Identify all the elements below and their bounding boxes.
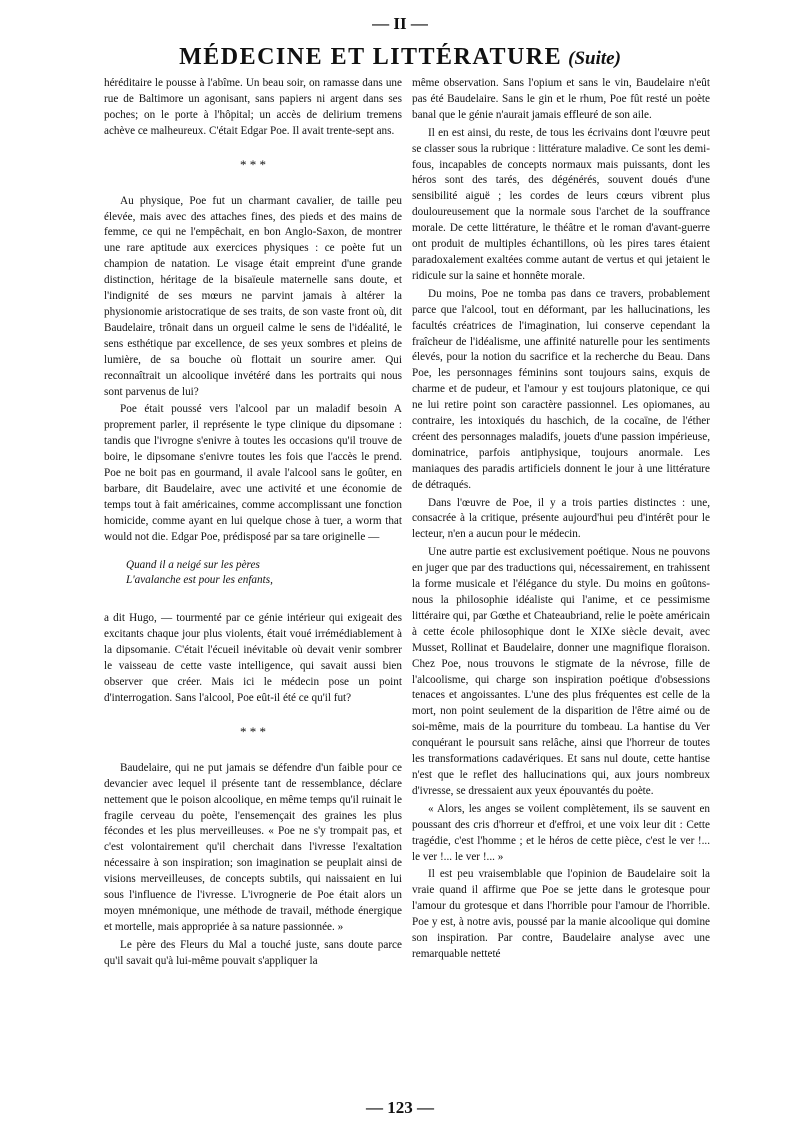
paragraph: a dit Hugo, — tourmenté par ce génie intérieur qui exigeait des excitants chaque jour plus violents, était voué irrémédiablement à la dipsomanie. C'était l'écueil inévitable où devait venir sombrer le vaisseau de cette vaste intelligence, qui savait aussi bien observer que créer. Mais ici le médecin pose un point d'interrogation. Sans l'alcool, Poe eût-il été ce qu'il fut? [104,612,402,704]
paragraph: Du moins, Poe ne tomba pas dans ce travers, probablement parce que l'alcool, tout en déformant, par les hallucinations, les facultés créatrices de l'imagination, lui conserve cependant la fraîcheur de l'idéalisme, une affinité naturelle pour les sentiments élevés, pour la notion du sacrifice et la recherche du Beau. Dans Poe, les personnages féminins sont toujours sains, exquis de charme et de pudeur, et l'amour y est toujours platonique, ce qui ne lui retire point son caractère passionnel. Les opiomanes, au contraire, les intoxiqués du haschich, de la cocaïne, de l'éther créent des personnages maladifs, jouets d'une passion impérieuse, dominatrice, parfois antiphysique, toujours anormale. Les maniaques des paradis artificiels donnent le jour à une littérature de détraqués. [412,287,710,491]
title-text: MÉDECINE ET LITTÉRATURE [179,44,563,70]
left-column [104,76,402,1086]
paragraph: Il est peu vraisemblable que l'opinion de Baudelaire soit la vraie quand il affirme que Poe se jette dans le grotesque pour l'amour du grotesque et dans l'horrible pour l'amour de l'horrible. Poe y est, à notre avis, poussé par la manie alcoolique qui domine son inspiration. Par contre, Baudelaire analyse avec une remarquable netteté [412,868,710,960]
paragraph: Il en est ainsi, du reste, de tous les écrivains dont l'œuvre peut se classer sous la rubrique : littérature maladive. Ce sont les demi-fous, incapables de concepts normaux mais puissants, dont les héros sont des tarés, des dégénérés, souvent doués d'une sensibilité aiguë ; les cordes de leurs cœurs vibrent plus douloureusement que la normale sous l'archet de la souffrance morale. De cette littérature, le théâtre et le roman d'avant-guerre ont produit de multiples échantillons, où les pires tares étaient paradoxalement exaltées comme autant de vertus et qui jetaient le ridicule sur la saine et honnête morale. [412,126,710,282]
verse-quote [126,558,402,590]
title-suite: (Suite) [568,48,621,69]
paragraph: héréditaire le pousse à l'abîme. Un beau soir, on ramasse dans une rue de Baltimore un agonisant, sans papiers ni argent dans ses poches; on le porte à l'hôpital; un accès de delirium tremens achève ce malheureux. C'était Edgar Poe. Il avait trente-sept ans. [104,77,402,137]
section-separator: * * * [240,723,266,739]
paragraph: Une autre partie est exclusivement poétique. Nous ne pouvons en juger que par des traductions qui, nécessairement, en trahissent la forme musicale et l'élégance du style. Du moins en goûtons-nous la philosophie idéaliste qui l'anime, et ce pessimisme littéraire qui, par Gœthe et Chateaubriand, relie le poète américain à cette école philosophique dont le XIXe siècle devait, avec Musset, Rollinat et Baudelaire, donner une magnifique floraison. Chez Poe, nous trouvons le stigmate de la névrose, fille de l'alcoolisme, qui charge son inspiration poétique d'obsessions tenaces et angoissantes. L'une des plus fréquentes est celle de la mort, non point seulement de la disparition de l'être aimé ou de soi-même, mais de la pourriture du tombeau. La hantise du Ver conquérant le poursuit sans relâche, ainsi que l'horreur de toutes les transformations cadavériques. Et sans nul doute, cette hantise n'est que le reflet des hallucinations qui, aux jours nombreux d'ivresse, se dressaient aux yeux épouvantés du poète. [412,546,710,797]
right-column [412,76,710,1086]
verse-line: Quand il a neigé sur les pères [126,558,260,571]
running-title [0,44,800,71]
paragraph: même observation. Sans l'opium et sans le vin, Baudelaire n'eût pas été Baudelaire. Sans le gin et le rhum, Poe fût resté un poète banal que le génie n'aurait jamais effleuré de son aile. [412,77,710,121]
verse-line: L'avalanche est pour les enfants, [126,574,273,587]
section-separator: * * * [240,156,266,172]
paragraph: Dans l'œuvre de Poe, il y a trois parties distinctes : une, consacrée à la critique, présente aujourd'hui peu d'intérêt pour le lecteur, n'en a aucun pour le médecin. [412,496,710,541]
paragraph: Au physique, Poe fut un charmant cavalier, de taille peu élevée, mais avec des attaches fines, des pieds et des mains de femme, ce qui ne l'empêchait, en bon Anglo-Saxon, de montrer une rare aptitude aux exercices physiques : ce poète fut un champion de natation. Le visage était empreint d'une grande distinction, héritage de la bisaïeule maternelle sans doute, et l'indignité de ses mœurs ne parvint jamais à altérer la physionomie aristocratique de ses traits, de son vaste front où, dit Baudelaire, trônait dans un orgueil calme le sens de l'idéalité, le sens esthétique par excellence, de ses yeux sombres et pleins de lumière, de sa bouche où flottait un sourire amer. Qui reconnaîtrait un alcoolique invétéré dans les portraits qui nous sont parvenus de lui? [104,194,402,398]
paragraph: Le père des Fleurs du Mal a touché juste, sans doute parce qu'il savait qu'à lui-même pouvait s'appliquer la [104,938,402,967]
paragraph: « Alors, les anges se voilent complètement, ils se sauvent en poussant des cris d'horreur et d'effroi, et une voix leur dit : Cette tragédie, c'est l'homme ; et le héros de cette pièce, c'est le ver !... le ver !... le ver !... » [412,802,710,863]
top-folio: — II — [372,14,428,33]
paragraph: Baudelaire, qui ne put jamais se défendre d'un faible pour ce devancier avec lequel il présente tant de ressemblance, déclare nettement que le poison alcoolique, en même temps qu'il ruinait le fragile cerveau du poète, l'ensemençait des graines les plus fécondes et les plus merveilleuses. « Poe ne s'y trompait pas, et c'est volontairement qu'il cherchait dans l'ivresse l'exaltation nécessaire à son inspiration; son imagination se peuplait ainsi de visions merveilleuses, de concepts subtils, qui naissaient en lui sous l'influence de l'ivresse. L'ivrognerie de Poe était alors un moyen mnémonique, une méthode de travail, méthode énergique et mortelle, mais appropriée à sa nature passionnée. » [104,761,402,933]
page-number: — 123 — [366,1098,434,1117]
paragraph: Poe était poussé vers l'alcool par un maladif besoin A proprement parler, il représente le type clinique du dipsomane : tandis que l'ivrogne s'enivre à toutes les occasions qu'il trouve de boire, le dipsomane s'enivre toutes les fois que l'accès le prend. Poe ne boit pas en gourmand, il avale l'alcool sans le goûter, en barbare, dit Baudelaire, avec une activité et une économie de temps tout à fait américaines, comme accomplissant une fonction homicide, comme ayant en lui quelque chose à tuer, a worm that would not die. Edgar Poe, prédisposé par sa tare originelle — [104,403,402,543]
